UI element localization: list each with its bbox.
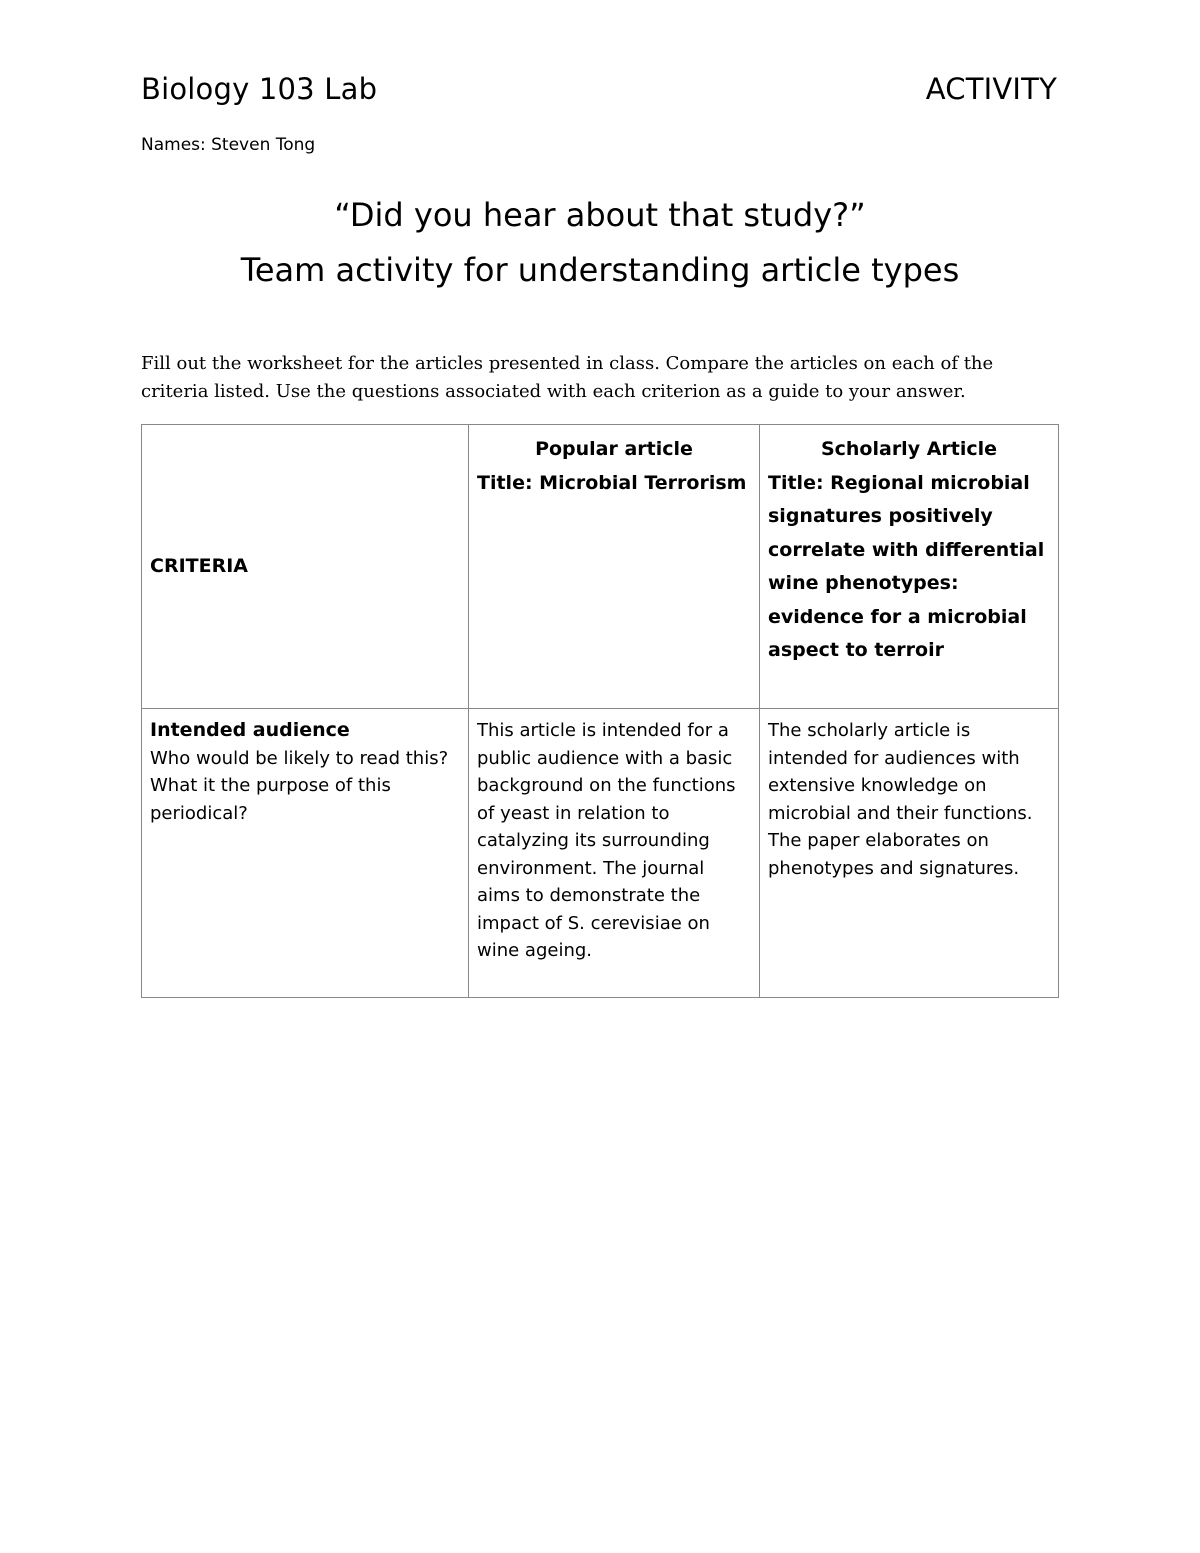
activity-label: ACTIVITY	[925, 72, 1057, 106]
title-line-1: “Did you hear about that study?”	[334, 196, 866, 234]
scholarly-answer-cell[interactable]	[760, 709, 1059, 998]
popular-answer: This article is intended for a public audience with a basic background on the functions of yeast in relation to catalyzing its surrounding environment. The journal aims to demonstrate the impact of S. cerevisiae on wine ageing.	[477, 720, 736, 961]
popular-answer-cell[interactable]	[469, 709, 760, 998]
criterion-cell	[142, 709, 469, 998]
criteria-table	[141, 424, 1059, 998]
scholarly-answer: The scholarly article is intended for audiences with extensive knowledge on microbial and their functions. The paper elaborates on phenotypes and signatures.	[768, 720, 1033, 879]
criteria-header-cell	[142, 425, 469, 709]
names-line: Names: Steven Tong	[141, 135, 316, 155]
course-title: Biology 103 Lab	[141, 72, 378, 106]
criterion-question: Who would be likely to read this?	[150, 747, 449, 769]
table-header-row	[142, 425, 1059, 709]
popular-heading: Popular article	[535, 438, 693, 460]
instructions-paragraph: Fill out the worksheet for the articles presented in class. Compare the articles on each of the criteria listed. Use the questions associated with each criterion as a guide to your answer.	[141, 353, 994, 402]
criteria-header: CRITERIA	[150, 554, 248, 577]
scholarly-article-title: Title: Regional microbial signatures positively correlate with differential wine phenotypes: evidence for a microbial aspect to terroir	[768, 471, 1045, 661]
criterion-name: Intended audience	[150, 719, 350, 741]
popular-article-title: Title: Microbial Terrorism	[477, 471, 747, 494]
scholarly-heading: Scholarly Article	[820, 438, 998, 460]
title-line-2: Team activity for understanding article types	[240, 251, 960, 289]
table-row	[142, 709, 1059, 998]
page-title	[0, 188, 1200, 298]
scholarly-header-cell	[760, 425, 1059, 709]
criterion-question: What it the purpose of this periodical?	[150, 775, 391, 824]
popular-header-cell	[469, 425, 760, 709]
